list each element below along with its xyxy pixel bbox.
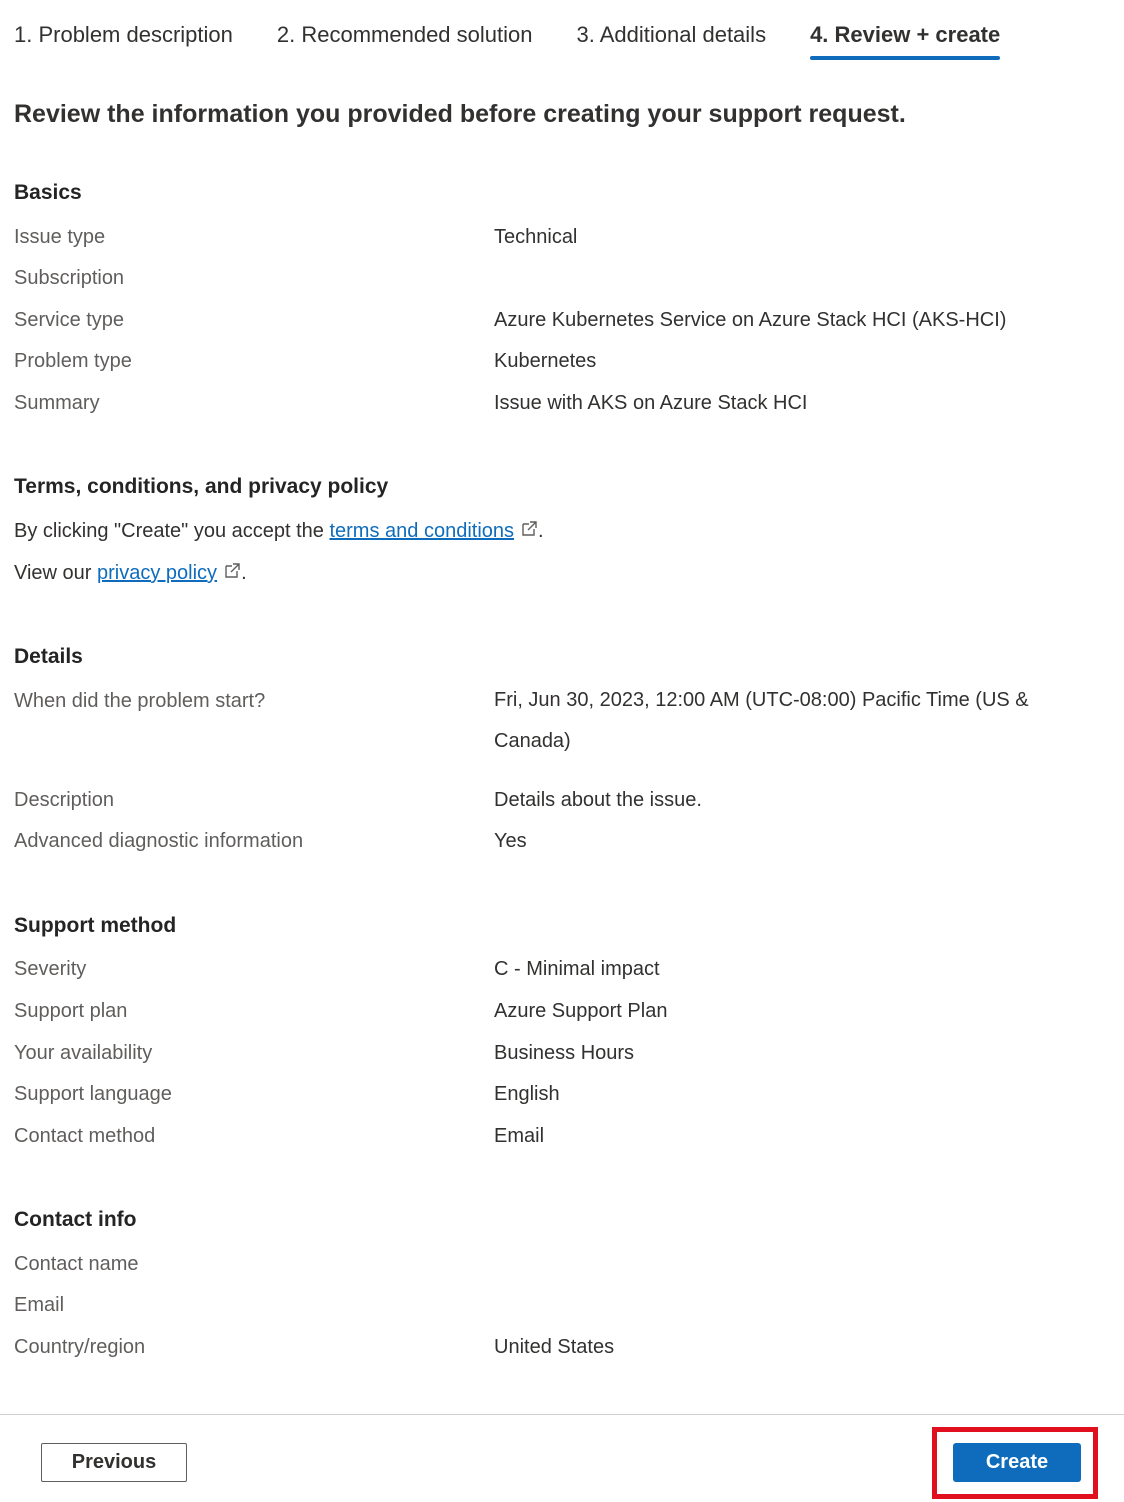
support-language-label: Support language (14, 1083, 172, 1105)
page-intro: Review the information you provided before creating your support request. (14, 100, 906, 128)
issue-type-label: Issue type (14, 226, 106, 248)
terms-link[interactable]: terms and conditions (329, 520, 515, 542)
email-label: Email (14, 1294, 65, 1316)
advanced-diagnostic-value: Yes (494, 830, 527, 852)
wizard-tabs (14, 22, 1044, 60)
availability-label: Your availability (14, 1042, 153, 1064)
tab-review-create[interactable]: 4. Review + create (810, 22, 1000, 60)
tab-problem-description[interactable]: 1. Problem description (14, 22, 233, 47)
privacy-suffix: . (241, 562, 247, 584)
external-link-icon[interactable] (223, 562, 241, 580)
support-language-value: English (494, 1083, 560, 1105)
issue-type-value: Technical (494, 226, 578, 248)
service-type-label: Service type (14, 309, 125, 331)
severity-label: Severity (14, 958, 87, 980)
support-plan-label: Support plan (14, 1000, 128, 1022)
terms-suffix: . (538, 520, 544, 542)
contact-method-value: Email (494, 1125, 545, 1147)
summary-label: Summary (14, 392, 100, 414)
country-region-label: Country/region (14, 1336, 146, 1358)
problem-type-label: Problem type (14, 350, 132, 372)
section-contact-info-title: Contact info (14, 1208, 137, 1231)
previous-button[interactable]: Previous (41, 1443, 187, 1482)
contact-method-label: Contact method (14, 1125, 156, 1147)
section-support-method-title: Support method (14, 914, 177, 937)
section-basics-title: Basics (14, 181, 82, 204)
section-details-title: Details (14, 645, 83, 668)
tab-additional-details[interactable]: 3. Additional details (576, 22, 767, 47)
external-link-icon[interactable] (520, 520, 538, 538)
privacy-link[interactable]: privacy policy (97, 562, 218, 584)
footer-divider (0, 1414, 1124, 1415)
subscription-label: Subscription (14, 267, 125, 289)
create-button[interactable]: Create (953, 1443, 1081, 1482)
availability-value: Business Hours (494, 1042, 635, 1064)
description-value: Details about the issue. (494, 789, 702, 811)
advanced-diagnostic-label: Advanced diagnostic information (14, 830, 304, 852)
tab-recommended-solution[interactable]: 2. Recommended solution (276, 22, 533, 47)
section-terms-title: Terms, conditions, and privacy policy (14, 475, 389, 498)
terms-prefix: By clicking "Create" you accept the (14, 520, 330, 542)
severity-value: C - Minimal impact (494, 958, 660, 980)
support-plan-value: Azure Support Plan (494, 1000, 668, 1022)
contact-name-label: Contact name (14, 1253, 139, 1275)
problem-start-value: Fri, Jun 30, 2023, 12:00 AM (UTC-08:00) Pacific Time (US & Canada) (494, 689, 1029, 752)
description-label: Description (14, 789, 115, 811)
service-type-value: Azure Kubernetes Service on Azure Stack HCI (AKS-HCI) (494, 309, 1007, 331)
summary-value: Issue with AKS on Azure Stack HCI (494, 392, 808, 414)
problem-start-label: When did the problem start? (14, 690, 266, 712)
problem-type-value: Kubernetes (494, 350, 597, 372)
privacy-line (14, 562, 247, 585)
terms-line (14, 520, 544, 543)
privacy-prefix: View our (14, 562, 98, 584)
country-region-value: United States (494, 1336, 615, 1358)
